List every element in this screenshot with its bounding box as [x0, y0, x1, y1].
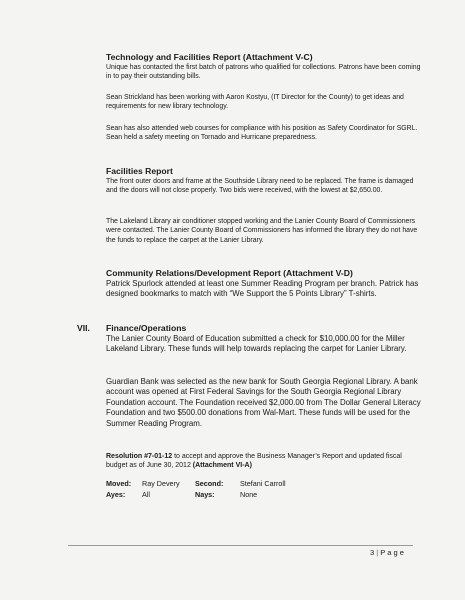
vote-row-2: [106, 490, 286, 501]
second-label: Second:: [195, 479, 224, 488]
technology-section: [106, 52, 424, 82]
resolution-text: [106, 452, 424, 471]
community-paragraph-1: Patrick Spurlock attended at least one Summer Reading Program per branch. Patrick has designed bookmarks to match with “We Support the 5 Points Library” T-shirts.: [106, 279, 419, 299]
resolution-body: to accept and approve the Business Manager’s Report and updated fiscal budget as of June 30, 2012: [106, 453, 402, 470]
nays-label: Nays:: [195, 489, 215, 499]
moved-label: Moved:: [106, 479, 132, 488]
page-number: [370, 548, 404, 557]
finance-paragraph-2: Guardian Bank was selected as the new bank for South Georgia Regional Library. A bank account was opened at First Federal Savings for the South Georgia Regional Library Foundation account. The Foundation received $2,000.00 from The Dollar General Literacy Foundation and two $500.00 donations from Wal-Mart. These funds will be used for the Summer Reading Program.: [106, 377, 421, 428]
finance-paragraph-2-block: [106, 377, 424, 429]
finance-heading: Finance/Operations: [106, 323, 187, 333]
section-number: VII.: [77, 323, 90, 333]
vote-record: [106, 479, 286, 500]
community-section: [106, 268, 424, 300]
ayes-label: Ayes:: [106, 489, 126, 499]
facilities-paragraph-2-block: [106, 217, 424, 245]
resolution-block: [106, 445, 424, 478]
technology-paragraph-1: Unique has contacted the first batch of patrons who qualified for collections. Patrons have been coming in to pay their outstanding bills.: [106, 64, 421, 81]
facilities-paragraph-2: The Lakeland Library air conditioner stopped working and the Lanier County Board of Commissioners were contacted. The Lanier County Board of Commissioners has informed the library they do not have the funds to replace the carpet at the Lanier Library.: [106, 218, 418, 244]
community-heading: Community Relations/Development Report (Attachment V-D): [106, 268, 353, 278]
resolution-attachment: (Attachment VI-A): [192, 462, 252, 470]
moved-value: Ray Devery: [142, 479, 180, 488]
page-number-value: 3: [370, 548, 375, 557]
vote-row-1: [106, 479, 286, 490]
technology-paragraph-2: Sean Strickland has been working with Aaron Kostyu, (IT Director for the County) to get ideas and requirements for new library technology.: [106, 94, 404, 111]
finance-section: [106, 323, 424, 355]
nays-value: None: [240, 489, 258, 499]
technology-paragraph-3-block: [106, 124, 424, 143]
page-number-separator: |: [374, 548, 381, 557]
technology-heading: Technology and Facilities Report (Attachment V-C): [106, 52, 313, 62]
facilities-heading: Facilities Report: [106, 166, 173, 176]
footer-divider: [68, 545, 413, 546]
facilities-paragraph-1: The front outer doors and frame at the Southside Library need to be replaced. The frame is damaged and the doors will not close properly. Two bids were received, with the lowest at $2,650.00.: [106, 178, 414, 195]
ayes-value: All: [142, 489, 150, 499]
resolution-id: Resolution #7-01-12: [106, 453, 173, 460]
facilities-section: [106, 166, 424, 196]
second-value: Stefani Carroll: [240, 479, 286, 488]
technology-paragraph-2-block: [106, 93, 424, 112]
finance-paragraph-1: The Lanier County Board of Education submitted a check for $10,000.00 for the Miller Lakeland Library. These funds will help towards replacing the carpet for Lanier Library.: [106, 334, 407, 354]
page-word: P a g e: [380, 548, 404, 557]
technology-paragraph-3: Sean has also attended web courses for compliance with his position as Safety Coordinator for SGRL. Sean held a safety meeting on Tornado and Hurricane preparedness.: [106, 125, 418, 142]
